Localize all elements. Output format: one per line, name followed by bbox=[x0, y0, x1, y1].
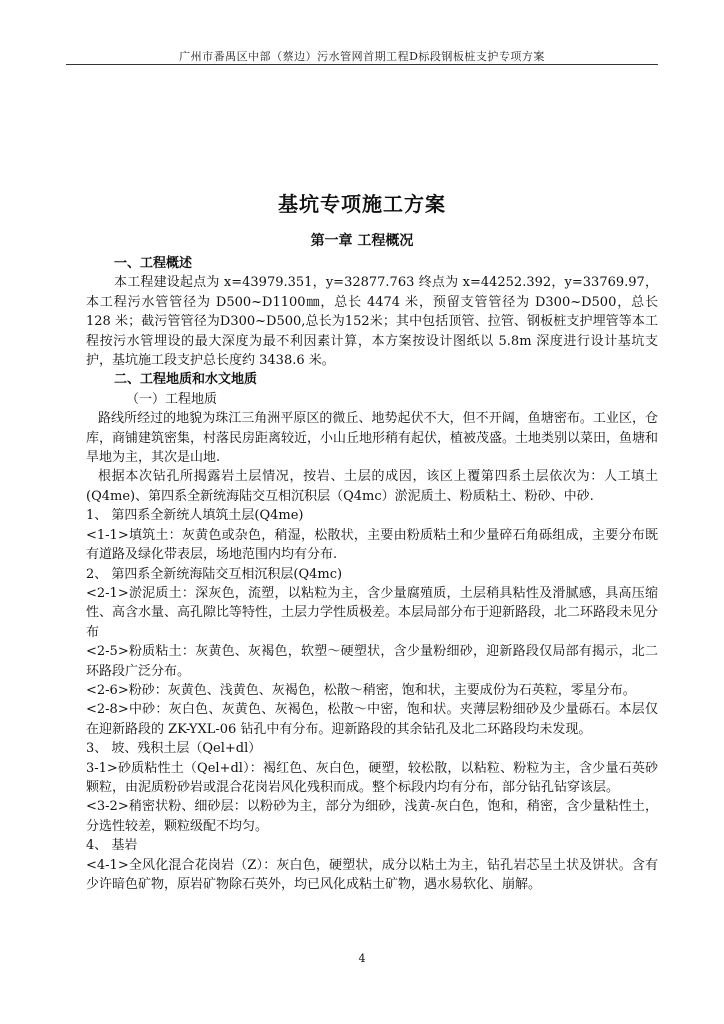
layer-item-2-8: <2-8>中砂：灰白色、灰黄色、灰褐色，松散～中密，饱和状。夹薄层粉细砂及少量砾石。本层仅在迎新路段的 ZK-YXL-06 钻孔中有分布。迎新路段的其余钻孔及北二环路段均未发现。 bbox=[86, 702, 658, 737]
layer-item-4-1: <4-1>全风化混合花岗岩（Z）：灰白色，硬塑状，成分以粘土为主，钻孔岩芯呈土状及饼状。含有少许暗色矿物，原岩矿物除石英外，均已风化成粘土矿物，遇水易软化、崩解。 bbox=[86, 857, 658, 892]
page-header: 广州市番禺区中部（蔡边）污水管网首期工程D标段钢板桩支护专项方案 bbox=[179, 50, 545, 63]
paragraph-terrain: 路线所经过的地貌为珠江三角洲平原区的微丘、地势起伏不大，但不开阔，鱼塘密布。工业区，仓库，商铺建筑密集，村落民房距离较近，小山丘地形稍有起伏，植被茂盛。土地类别以菜田，鱼塘和旱地为主，其次是山地. bbox=[86, 411, 659, 466]
section-heading-overview: 一、工程概述 bbox=[114, 256, 193, 271]
layer-item-2-1: <2-1>淤泥质土：深灰色，流塑，以粘粒为主，含少量腐殖质，土层稍具粘性及滑腻感，具高压缩性、高含水量、高孔隙比等特性，土层力学性质极差。本层局部分布于迎新路段，北二环路段未见分布 bbox=[86, 585, 659, 640]
document-body bbox=[86, 254, 658, 894]
subsection-heading-engineering-geology: （一）工程地质 bbox=[126, 391, 218, 407]
chapter-title: 第一章 工程概况 bbox=[310, 233, 414, 249]
header-divider bbox=[66, 64, 658, 65]
page-number: 4 bbox=[358, 952, 366, 965]
layer-item-2-6: <2-6>粉砂：灰黄色、浅黄色、灰褐色，松散～稍密，饱和状，主要成份为石英粒，零星分布。 bbox=[86, 682, 636, 698]
layer-item-3-1: 3-1>砂质粘性土（Qel+dl）：褐红色、灰白色，硬塑，较松散，以粘粒、粉粒为主，含少量石英砂颗粒，由泥质粉砂岩或混合花岗岩风化残积而成。整个标段内均有分布，部分钻孔钻穿该层。 bbox=[86, 760, 658, 795]
layer-group-title-1: 1、 第四系全新统人填筑土层(Q4me) bbox=[86, 508, 304, 524]
layer-item-1-1: <1-1>填筑土：灰黄色或杂色，稍湿，松散状，主要由粉质粘土和少量碎石角砾组成，主要分布既有道路及绿化带表层，场地范围内均有分布. bbox=[86, 527, 658, 563]
layer-group-title-2: 2、 第四系全新统海陆交互相沉积层(Q4mc) bbox=[86, 566, 343, 582]
layer-group-title-4: 4、 基岩 bbox=[86, 838, 138, 854]
document-title: 基坑专项施工方案 bbox=[278, 192, 446, 216]
layer-item-3-2: <3-2>稍密状粉、细砂层：以粉砂为主，部分为细砂，浅黄-灰白色，饱和，稍密，含少量粘性土，分选性较差，颗粒级配不均匀。 bbox=[86, 799, 658, 834]
section-heading-geology: 二、工程地质和水文地质 bbox=[114, 372, 258, 388]
layer-group-title-3: 3、 坡、残积土层（Qel+dl） bbox=[86, 741, 262, 757]
paragraph-strata: 根据本次钻孔所揭露岩土层情况，按岩、土层的成因，该区上覆第四系土层依次为：人工填土(Q4me)、第四系全新统海陆交互相沉积层（Q4mc）淤泥质土、粉质粘土、粉砂、中砂. bbox=[86, 469, 658, 504]
paragraph-overview: 本工程建设起点为 x=43979.351，y=32877.763 终点为 x=44252.392，y=33769.97，本工程污水管管径为 D500~D1100㎜，总长 4474 米，预留支管管径为 D300~D500，总长 128 米；截污管管径为D300~D500,总长为152米；其中包括顶管、拉管、钢板桩支护埋管等本工程按污水管埋设的最大深度为最不利因素计算，本方案按设计图纸以 5.8m 深度进行设计基坑支护，基坑施工段支护总长度约 3438.6 米。 bbox=[86, 275, 658, 369]
layer-item-2-5: <2-5>粉质粘土：灰黄色、灰褐色，软塑～硬塑状，含少量粉细砂，迎新路段仅局部有揭示，北二环路段广泛分布。 bbox=[86, 644, 658, 679]
